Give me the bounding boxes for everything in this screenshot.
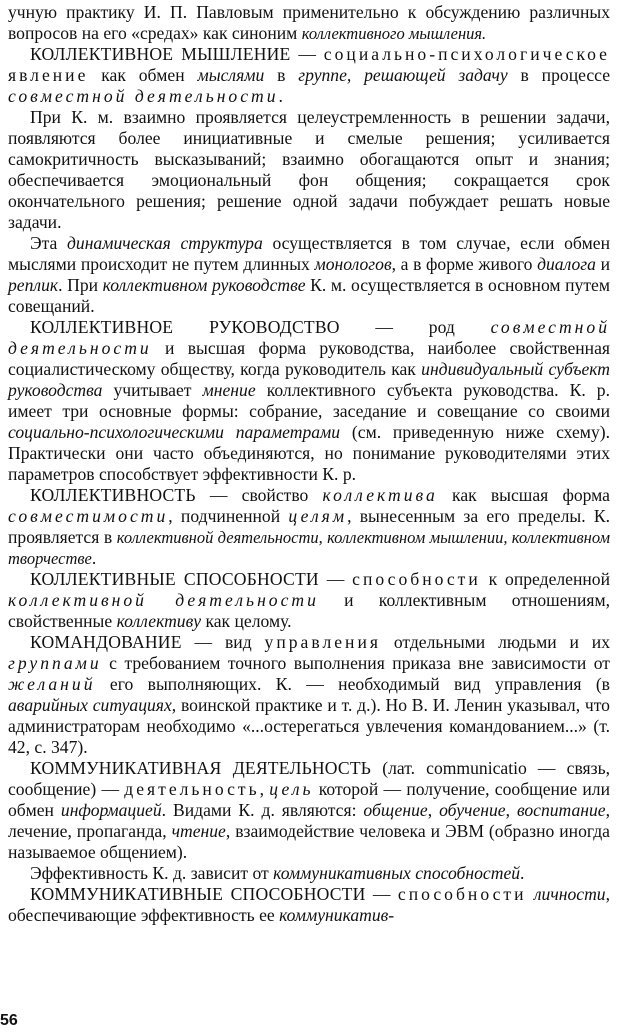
text: в <box>264 65 299 85</box>
italic-term: общение <box>363 800 428 820</box>
italic-term: информацией <box>60 800 162 820</box>
spaced-text: социально-психологическое явление <box>8 44 610 85</box>
text: и высшая форма руководства, наиболее свойственная социалистическому обществу, когда руководитель как <box>8 338 610 379</box>
entry-kollektivnost <box>8 485 610 569</box>
text: осуществляется в том случае, если обмен мыслями происходит не путем длинных <box>8 233 610 274</box>
spaced-italic-term: коллектива <box>322 485 438 505</box>
continued-paragraph <box>8 2 610 44</box>
text: , лечение, пропаганда, <box>8 800 611 841</box>
spaced-text: способности <box>397 884 527 904</box>
italic-term: обучение <box>439 800 506 820</box>
entry-term: КОЛЛЕКТИВНОЕ МЫШЛЕНИЕ <box>30 44 291 64</box>
italic-term: коллективной деятельности, коллективном мышлении, коллективном творчестве <box>8 528 610 568</box>
spaced-italic-term: совместимости <box>8 506 169 526</box>
text: как целому. <box>201 611 292 631</box>
entry-kommunikativnaya-deyatelnost <box>8 758 610 863</box>
spaced-italic-term: целям <box>288 506 348 526</box>
text: в процессе <box>507 65 610 85</box>
text: отдельными людьми и их <box>380 632 610 652</box>
italic-term: реплик <box>8 275 59 295</box>
italic-term: коммуникативных способностей <box>273 863 521 883</box>
italic-term: динамическая структура <box>67 233 263 253</box>
text: , <box>505 800 517 820</box>
spaced-text: способности <box>352 569 481 589</box>
dash: — <box>195 485 242 505</box>
entry-term: КОМАНДОВАНИЕ <box>30 632 182 652</box>
dash: — <box>339 317 429 337</box>
text: , воинской практике и т. д.). Но В. И. Ленин указывал, что администраторам необходимо «...остерегаться увлечения командованием...» (т. 42, с. 347). <box>8 695 610 757</box>
entry-kollektivnoe-myshlenie <box>8 44 610 107</box>
italic-term: коммуникатив- <box>279 905 395 925</box>
text <box>527 884 534 904</box>
text: Эта <box>30 233 67 253</box>
text: , <box>427 800 440 820</box>
entry-term: КОЛЛЕКТИВНОСТЬ <box>30 485 196 505</box>
text: (см. приведенную ниже схему). Практически они часто объединяются, но понимание руководителями этих параметров способствует эффективности К. р. <box>8 422 610 484</box>
entry-term: КОЛЛЕКТИВНОЕ РУКОВОДСТВО <box>30 317 340 337</box>
spaced-italic-term: желаний <box>8 674 96 694</box>
italic-term: чтение <box>171 821 226 841</box>
text: коллективного субъекта руководства. К. р. имеет три основные формы: собрание, заседание и совещание со своими <box>8 380 610 421</box>
entry-komandovanie <box>8 632 610 758</box>
italic-term: аварийных ситуациях <box>8 695 172 715</box>
text: (лат. communicatio — связь, сообщение) — <box>8 758 610 799</box>
text: учную практику И. П. Павловым применительно к обсуждению различных вопросов на его «средах» как синоним <box>8 2 610 43</box>
text: . <box>520 863 525 883</box>
text: . <box>278 86 283 106</box>
text: , а в форме живого <box>391 254 538 274</box>
text: с требованием точного выполнения приказа вне зависимости от <box>101 653 610 673</box>
text: , вынесенным за его пределы. К. проявляется в <box>8 506 610 547</box>
text: , обеспечивающие эффективность ее <box>8 884 610 925</box>
spaced-italic-term: совместной деятельности <box>8 317 611 358</box>
dash: — <box>181 632 225 652</box>
text: к определенной <box>480 569 611 589</box>
italic-term: воспитание <box>516 800 606 820</box>
dash: — <box>365 884 398 904</box>
text: . <box>91 548 97 568</box>
italic-term: группе, решающей задачу <box>298 65 508 85</box>
text: К. м. осуществляется в основном путем совещаний. <box>8 275 610 316</box>
spaced-text: управления <box>264 632 381 652</box>
spaced-italic-term: группами <box>8 653 102 673</box>
spaced-italic-term: коллективной деятельности <box>8 590 319 610</box>
text: , взаимодействие человека и ЭВМ (образно иногда называемое общением). <box>8 821 610 862</box>
italic-term: монологов <box>314 254 392 274</box>
text: его выполняющих. К. — необходимый вид управления (в <box>95 674 610 694</box>
italic-term: коллективном руководстве <box>102 275 306 295</box>
text: вид <box>225 632 265 652</box>
text: учитывает <box>102 380 203 400</box>
spaced-italic-term: цель <box>269 779 314 799</box>
entry-paragraph <box>8 863 610 884</box>
spaced-text: деятельность <box>124 779 260 799</box>
entry-paragraph <box>8 233 610 317</box>
text: свойство <box>241 485 323 505</box>
text: и коллективным отношениям, свойственные <box>8 590 610 631</box>
italic-term: мыслями <box>197 65 265 85</box>
text: род <box>428 317 491 337</box>
page-number: 56 <box>0 1012 18 1029</box>
dash: — <box>318 569 353 589</box>
text: и <box>595 254 610 274</box>
italic-term: личности <box>533 884 606 904</box>
italic-term: коллективного мышления. <box>301 24 487 43</box>
entry-paragraph: При К. м. взаимно проявляется целеустремленность в решении задачи, появляются более инициативные и смелые решения; усиливается самокритичность высказываний; взаимно обогащаются опыт и знания; обеспечивается эмоциональный фон общения; сокращается срок окончательного решения; решение одной задачи побуждает решать новые задачи. <box>8 107 610 232</box>
entry-kollektivnoe-rukovodstvo <box>8 317 610 485</box>
text: Эффективность К. д. зависит от <box>30 863 274 883</box>
entry-kollektivnye-sposobnosti <box>8 569 610 632</box>
text: , <box>259 779 270 799</box>
text: как высшая форма <box>437 485 610 505</box>
text: . При <box>58 275 103 295</box>
italic-term: мнение <box>202 380 256 400</box>
text: . Видами К. д. являются: <box>161 800 364 820</box>
italic-term: коллективу <box>116 611 202 631</box>
text: как обмен <box>88 65 198 85</box>
entry-term: КОММУНИКАТИВНАЯ ДЕЯТЕЛЬНОСТЬ <box>30 758 372 778</box>
spaced-italic-term: совместной деятельности <box>8 86 279 106</box>
italic-term: диалога <box>537 254 596 274</box>
italic-term: индивидуальный субъект руководства <box>8 359 611 400</box>
italic-term: социально-психологическими параметрами <box>8 422 341 442</box>
dash: — <box>290 44 324 64</box>
entry-kommunikativnye-sposobnosti <box>8 884 610 926</box>
entry-term: КОЛЛЕКТИВНЫЕ СПОСОБНОСТИ <box>30 569 319 589</box>
text: которой — получение, сообщение или обмен <box>8 779 611 820</box>
entry-term: КОММУНИКАТИВНЫЕ СПОСОБНОСТИ <box>30 884 366 904</box>
text: , подчиненной <box>168 506 289 526</box>
